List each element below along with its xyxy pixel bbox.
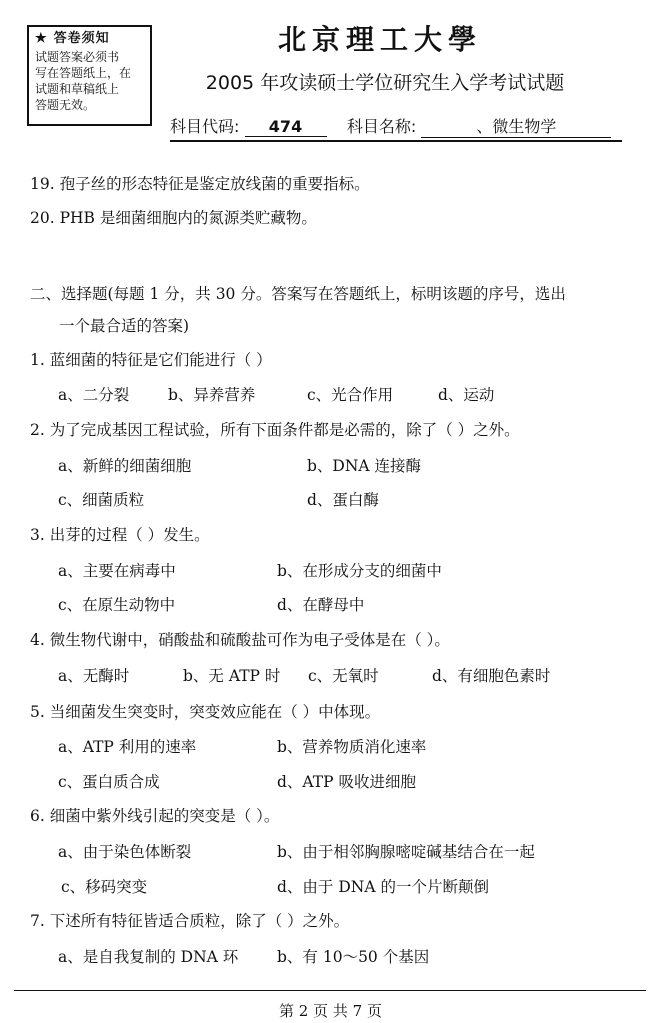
question-stem: 6. 细菌中紫外线引起的突变是（ ）。 — [30, 807, 280, 825]
notice-title-row — [35, 31, 144, 47]
notice-line: 写在答题纸上，在 — [35, 66, 132, 80]
option: d、在酵母中 — [277, 596, 365, 614]
page-number: 第 2 页 共 7 页 — [279, 1002, 382, 1020]
subject-name-label: 科目名称: — [346, 117, 417, 136]
notice-line: 试题和草稿纸上 — [35, 82, 120, 96]
option: b、DNA 连接酶 — [307, 457, 422, 475]
option: a、新鲜的细菌细胞 — [58, 457, 192, 475]
university-name: 北京理工大學 — [277, 23, 482, 56]
option: c、蛋白质合成 — [58, 773, 160, 791]
question-stem: 1. 蓝细菌的特征是它们能进行（ ） — [30, 351, 272, 369]
option: c、无氧时 — [308, 667, 379, 685]
option: a、由于染色体断裂 — [58, 843, 192, 861]
subject-name-value: 、微生物学 — [421, 114, 611, 138]
option: a、主要在病毒中 — [58, 562, 176, 580]
star-icon: ★ — [35, 31, 48, 46]
option: b、异养营养 — [168, 386, 256, 404]
option: a、二分裂 — [58, 386, 130, 404]
option: c、细菌质粒 — [58, 491, 145, 509]
section-heading-cont: 一个最合适的答案) — [59, 317, 190, 335]
option: c、在原生动物中 — [58, 596, 176, 614]
notice-box — [27, 25, 152, 126]
header-rule — [170, 140, 622, 142]
option: a、无酶时 — [58, 667, 130, 685]
notice-line: 答题无效。 — [35, 98, 96, 112]
notice-line: 试题答案必须书 — [35, 50, 120, 64]
option: b、营养物质消化速率 — [277, 738, 427, 756]
option: a、是自我复制的 DNA 环 — [58, 948, 239, 966]
option: c、移码突变 — [61, 878, 148, 896]
option: d、有细胞色素时 — [432, 667, 551, 685]
question-stem: 4. 微生物代谢中，硝酸盐和硫酸盐可作为电子受体是在（ ）。 — [30, 631, 450, 649]
question-stem: 3. 出芽的过程（ ）发生。 — [30, 526, 210, 544]
option: d、ATP 吸收进细胞 — [277, 773, 416, 791]
option: c、光合作用 — [307, 386, 394, 404]
question-stem: 2. 为了完成基因工程试验，所有下面条件都是必需的，除了（ ）之外。 — [30, 421, 520, 439]
option: d、蛋白酶 — [307, 491, 379, 509]
option: d、由于 DNA 的一个片断颠倒 — [277, 878, 489, 896]
notice-title: 答卷须知 — [53, 31, 110, 46]
question-stem: 5. 当细菌发生突变时，突变效应能在（ ）中体现。 — [30, 703, 381, 721]
exam-title: 2005 年攻读硕士学位研究生入学考试试题 — [205, 72, 565, 94]
option: a、ATP 利用的速率 — [58, 738, 197, 756]
judgement-item: 20. PHB 是细菌细胞内的氮源类贮藏物。 — [30, 209, 317, 227]
section-heading: 二、选择题(每题 1 分，共 30 分。答案写在答题纸上，标明该题的序号，选出 — [30, 285, 566, 303]
option: b、无 ATP 时 — [183, 667, 281, 685]
subject-line — [170, 114, 611, 138]
option: b、由于相邻胸腺嘧啶碱基结合在一起 — [277, 843, 535, 861]
option: d、运动 — [438, 386, 495, 404]
judgement-item: 19. 孢子丝的形态特征是鉴定放线菌的重要指标。 — [30, 175, 370, 193]
subject-code-label: 科目代码: — [170, 117, 240, 136]
subject-code-value: 474 — [245, 117, 327, 137]
option: b、有 10～50 个基因 — [277, 948, 430, 966]
question-stem: 7. 下述所有特征皆适合质粒，除了（ ）之外。 — [30, 912, 350, 930]
option: b、在形成分支的细菌中 — [277, 562, 442, 580]
footer-rule — [14, 990, 646, 991]
